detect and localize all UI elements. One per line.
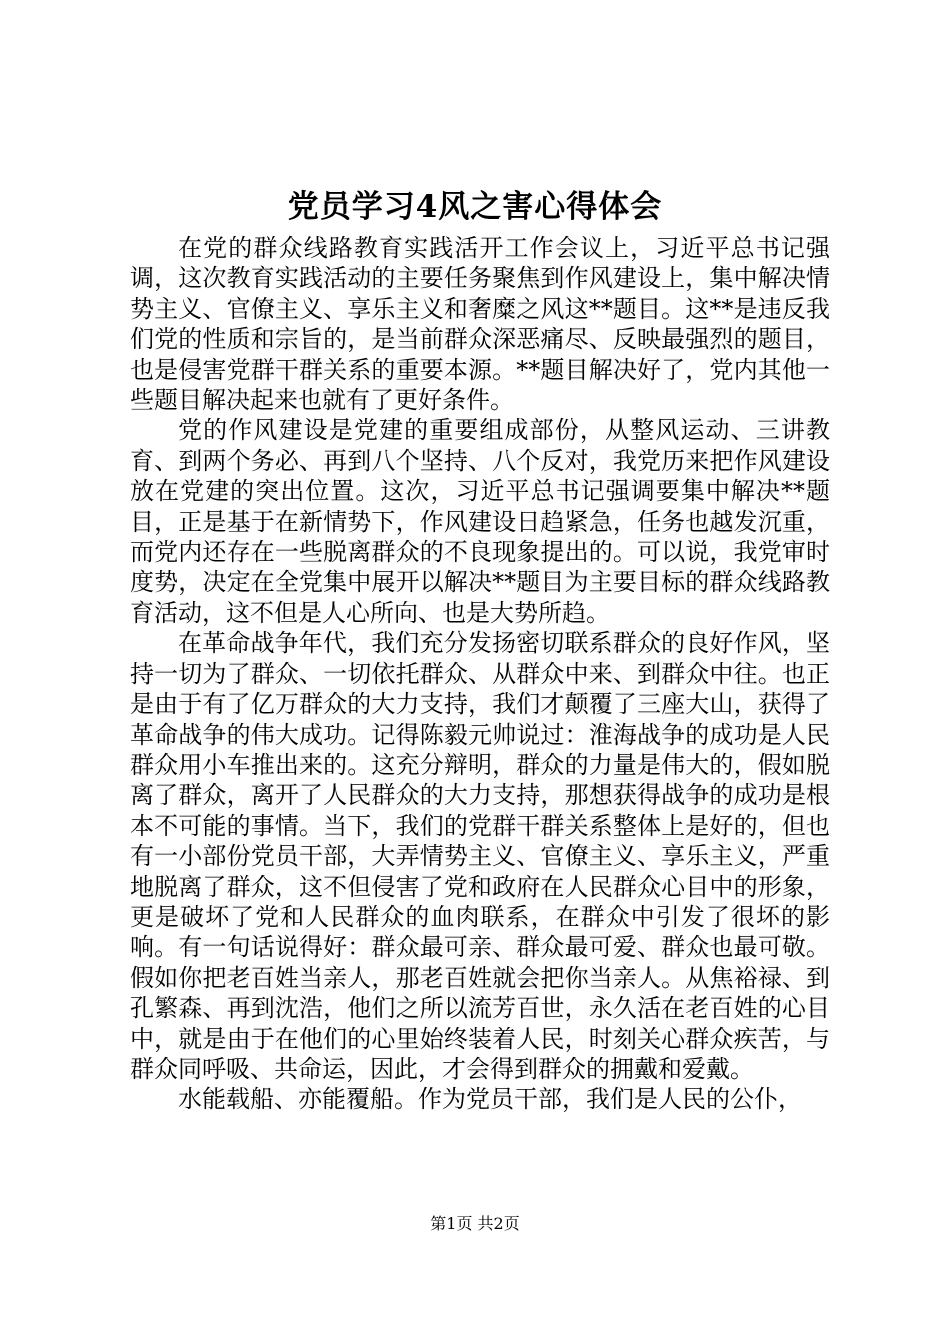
paragraph: 党的作风建设是党建的重要组成部份，从整风运动、三讲教育、到两个务必、再到八个坚持、八个反对，我党历来把作风建设放在党建的突出位置。这次，习近平总书记强调要集中解决**题目，正是基于在新情势下，作风建设日趋紧急，任务也越发沉重，而党内还存在一些脱离群众的不良现象提出的。可以说，我党审时度势，决定在全党集中展开以解决**题目为主要目标的群众线路教育活动，这不但是人心所向、也是大势所趋。 bbox=[130, 416, 830, 627]
document-title: 党员学习4风之害心得体会 bbox=[287, 189, 663, 225]
paragraph: 在革命战争年代，我们充分发扬密切联系群众的良好作风，坚持一切为了群众、一切依托群众、从群众中来、到群众中往。也正是由于有了亿万群众的大力支持，我们才颠覆了三座大山，获得了革命战争的伟大成功。记得陈毅元帅说过：淮海战争的成功是人民群众用小车推出来的。这充分辩明，群众的力量是伟大的，假如脱离了群众，离开了人民群众的大力支持，那想获得战争的成功是根本不可能的事情。当下，我们的党群干群关系整体上是好的，但也有一小部份党员干部，大弄情势主义、官僚主义、享乐主义，严重地脱离了群众，这不但侵害了党和政府在人民群众心目中的形象，更是破坏了党和人民群众的血肉联系，在群众中引发了很坏的影响。有一句话说得好：群众最可亲、群众最可爱、群众也最可敬。假如你把老百姓当亲人，那老百姓就会把你当亲人。从焦裕禄、到孔繁森、再到沈浩，他们之所以流芳百世，永久活在老百姓的心目中，就是由于在他们的心里始终装着人民，时刻关心群众疾苦，与群众同呼吸、共命运，因此，才会得到群众的拥戴和爱戴。 bbox=[130, 629, 830, 1083]
document-body bbox=[130, 233, 830, 1115]
paragraph: 水能载船、亦能覆船。作为党员干部，我们是人民的公仆， bbox=[178, 1085, 802, 1114]
paragraph: 在党的群众线路教育实践活开工作会议上，习近平总书记强调，这次教育实践活动的主要任务聚焦到作风建设上，集中解决情势主义、官僚主义、享乐主义和奢糜之风这**题目。这**是违反我们党的性质和宗旨的，是当前群众深恶痛尽、反映最强烈的题目，也是侵害党群干群关系的重要本源。**题目解决好了，党内其他一些题目解决起来也就有了更好条件。 bbox=[130, 234, 830, 415]
page-footer: 第1页 共2页 bbox=[430, 1214, 520, 1233]
